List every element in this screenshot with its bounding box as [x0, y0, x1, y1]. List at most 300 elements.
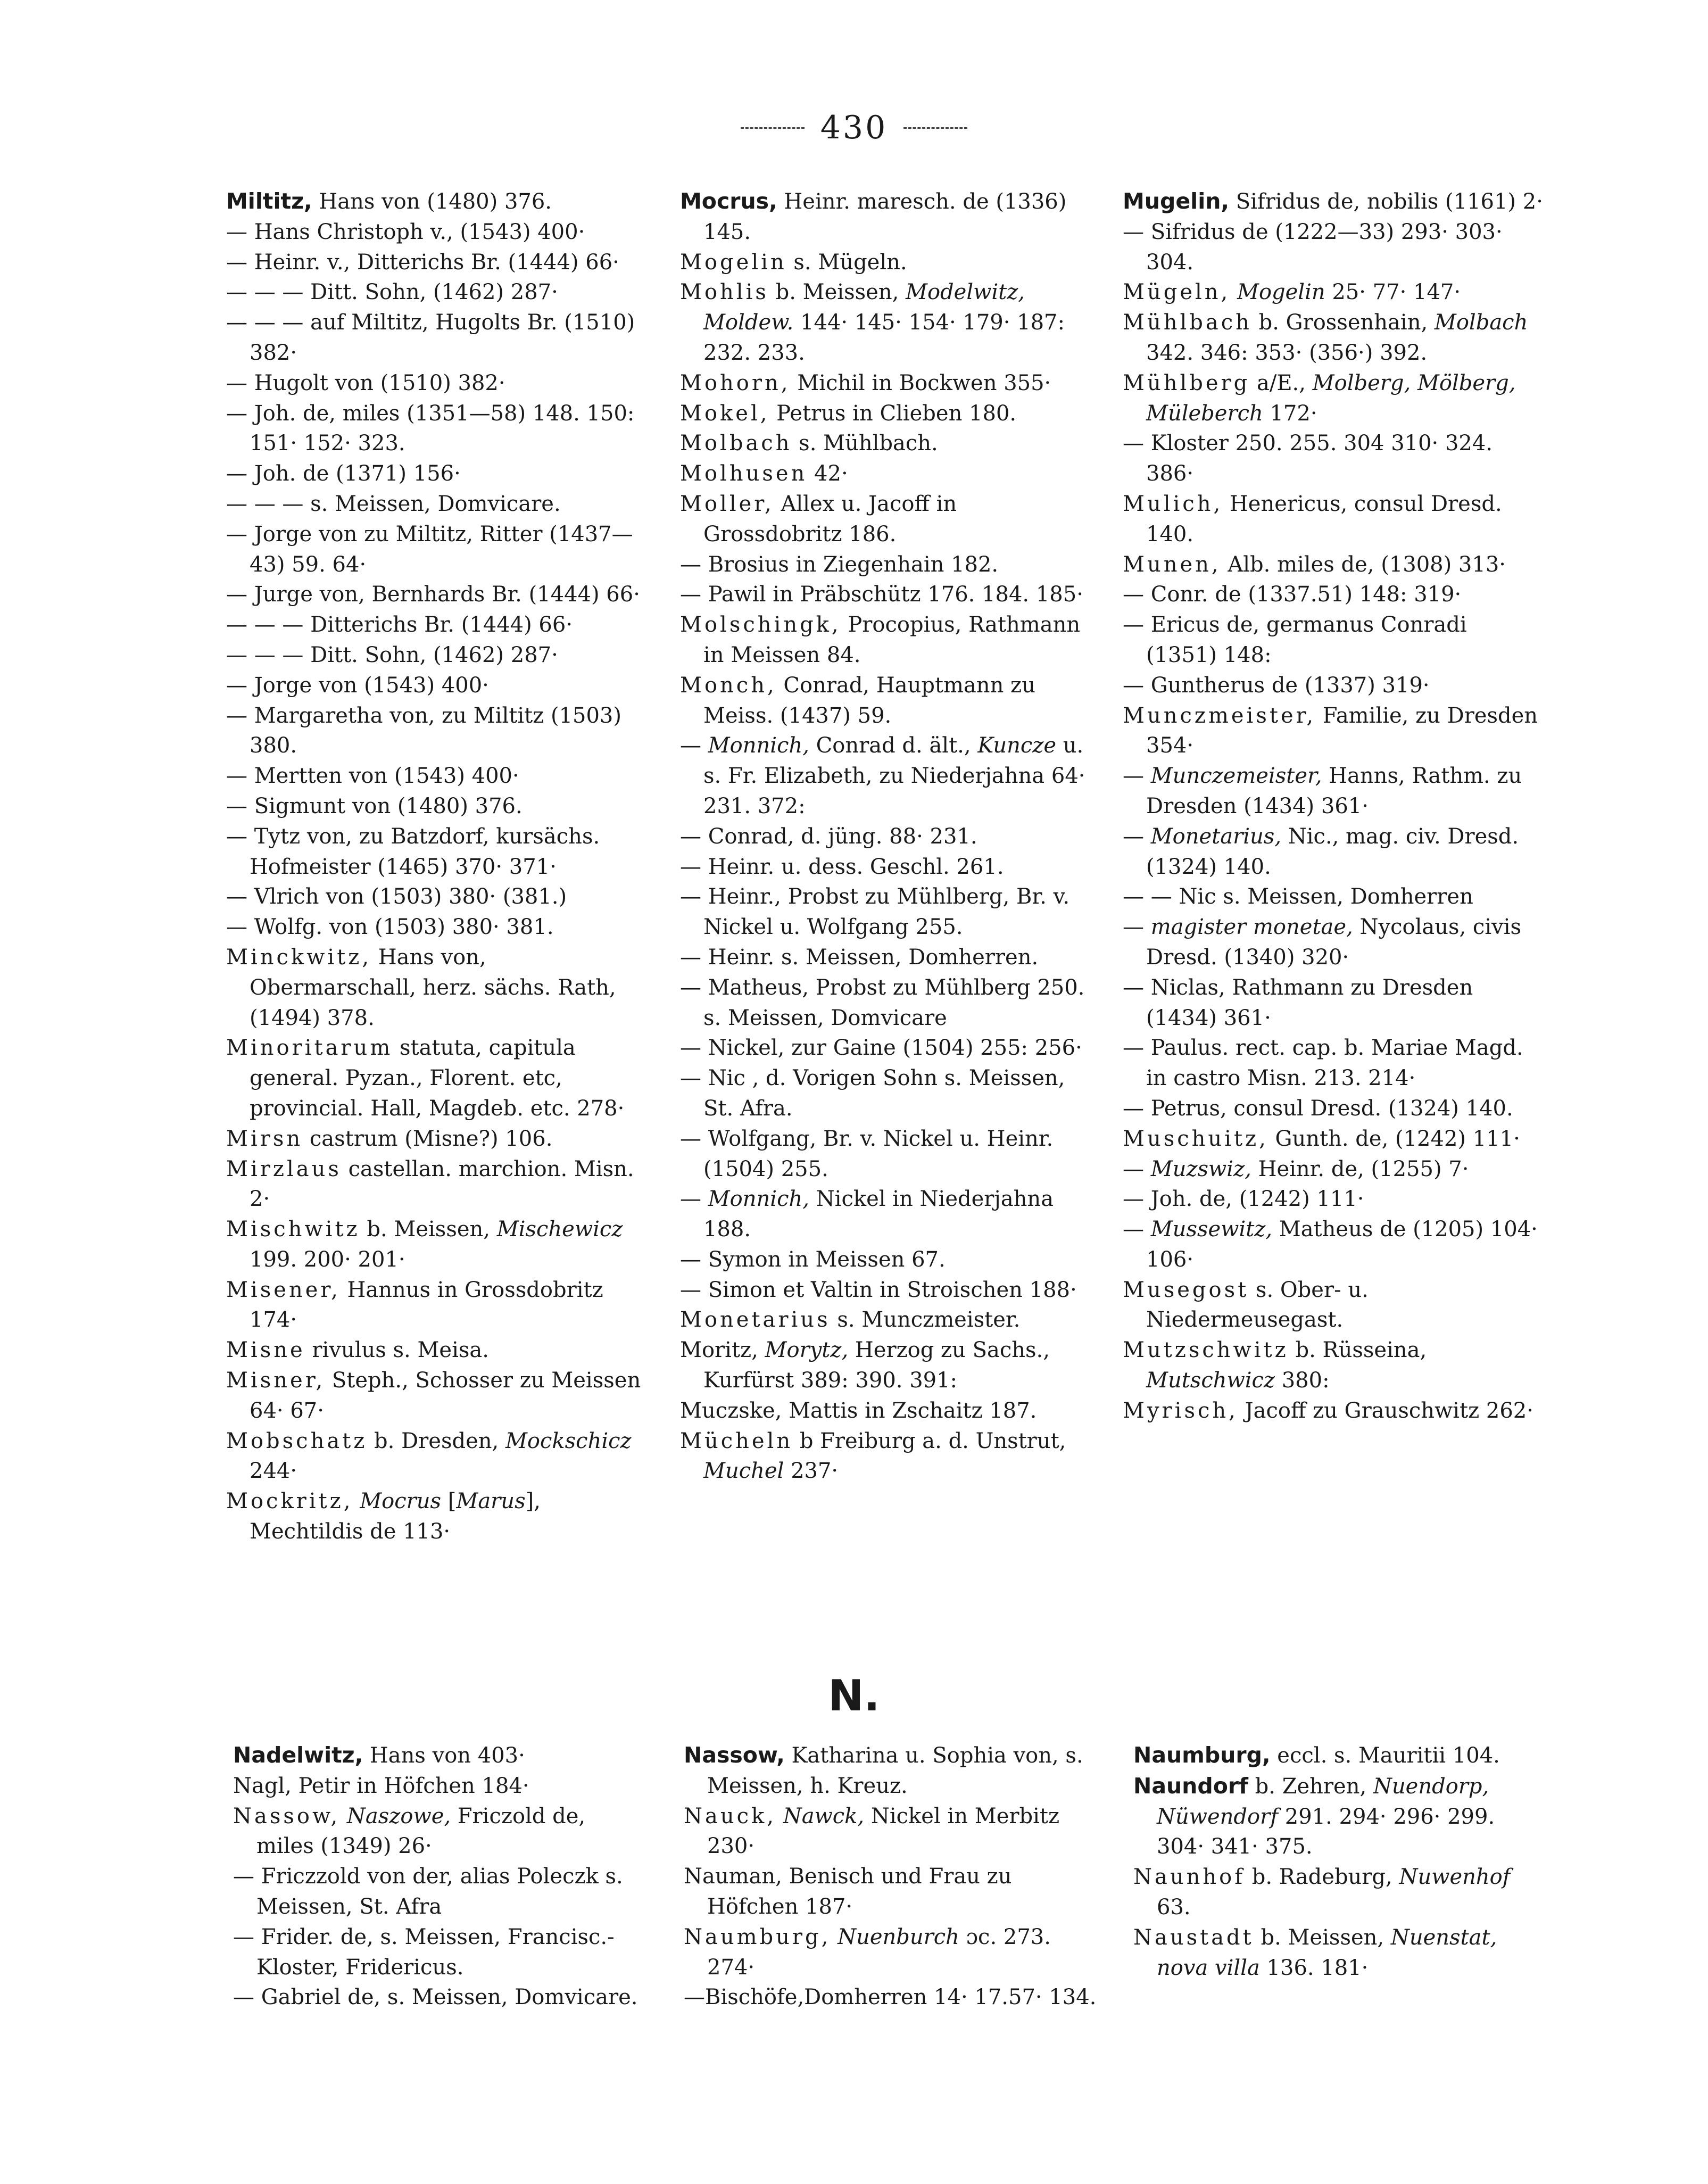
entry-headword: Naumburg,: [684, 1924, 831, 1949]
entry-text: —: [680, 733, 708, 758]
entry-variant-italic: Nawck,: [783, 1804, 865, 1829]
entry-text: 172·: [1263, 401, 1317, 426]
entry-text: Petir in Höfchen 184·: [291, 1773, 529, 1798]
entry-headword: Misener,: [226, 1277, 341, 1302]
entry-text: — Symon in Meissen 67.: [680, 1247, 946, 1272]
index-entry: [226, 671, 646, 701]
entry-headword: Monch,: [680, 673, 777, 698]
entry-text: ], Mechtildis de 113·: [250, 1489, 541, 1544]
entry-text: 244·: [250, 1459, 297, 1484]
entry-headword: Molbach: [680, 431, 792, 456]
index-entry: [226, 1426, 646, 1487]
entry-headword: Nassow,: [233, 1804, 341, 1829]
entry-text: Herzog zu Sachs., Kurfürst 389: 390. 391:: [703, 1338, 1050, 1393]
index-entry: [680, 580, 1095, 610]
entry-variant-italic: Mocrus: [360, 1489, 442, 1514]
entry-text: —Bischöfe,Domherren 14· 17.57· 134.: [684, 1985, 1097, 2010]
entry-text: Hans von 403·: [363, 1743, 525, 1768]
index-entry: [1133, 1923, 1548, 1983]
page-number: 430: [820, 109, 888, 146]
entry-text: rivulus s. Meisa.: [305, 1338, 489, 1363]
entry-text: castrum (Misne?) 106.: [303, 1126, 553, 1151]
index-entry: [1123, 1124, 1543, 1154]
entry-variant-italic: Nuenburch: [838, 1924, 959, 1949]
index-entry: [1123, 1154, 1543, 1185]
entry-text: — Nic , d. Vorigen Sohn s. Meissen, St. Afra.: [680, 1066, 1065, 1121]
entry-text: b. Zehren,: [1248, 1774, 1373, 1799]
entry-text: — Sigmunt von (1480) 376.: [226, 793, 523, 818]
index-entry: [680, 731, 1095, 821]
index-column-4: [233, 1740, 643, 2013]
index-entry: [226, 399, 646, 459]
entry-text: 136. 181·: [1259, 1955, 1369, 1980]
entry-text: eccl. s. Mauritii 104.: [1270, 1743, 1500, 1768]
index-column-6: [1133, 1740, 1548, 1983]
entry-text: — Conr. de (1337.51) 148: 319·: [1123, 582, 1462, 607]
index-entry: [684, 1982, 1099, 2013]
index-entry: [226, 640, 646, 671]
entry-text: b Freiburg a. d. Unstrut,: [793, 1428, 1066, 1453]
index-entry: [1123, 761, 1543, 822]
entry-text: Nickel in Niederjahna 188.: [703, 1187, 1054, 1242]
entry-variant-italic: Nuwenhof: [1399, 1865, 1511, 1890]
index-entry: [680, 610, 1095, 671]
entry-headword: Mirsn: [226, 1126, 303, 1151]
entry-text: — Gabriel de, s. Meissen, Domvicare.: [233, 1985, 638, 2010]
entry-text: Alb. miles de, (1308) 313·: [1221, 552, 1506, 577]
entry-text: Heinr. de, (1255) 7·: [1251, 1156, 1469, 1181]
index-entry: [233, 1862, 643, 1922]
index-entry: [226, 247, 646, 278]
index-entry: [680, 1275, 1095, 1305]
entry-text: — Petrus, consul Dresd. (1324) 140.: [1123, 1096, 1513, 1121]
index-entry: [680, 942, 1095, 973]
index-entry: [680, 1426, 1095, 1487]
entry-text: Hannus in Grossdobritz 174·: [250, 1277, 603, 1333]
entry-headword: Mokel,: [680, 401, 770, 426]
index-entry: [1123, 610, 1543, 671]
index-entry: [226, 1033, 646, 1123]
entry-text: —: [1123, 764, 1151, 789]
entry-headword: Mischwitz: [226, 1217, 360, 1242]
entry-text: — Ericus de, germanus Conradi (1351) 148:: [1123, 613, 1467, 667]
entry-text: — Nickel, zur Gaine (1504) 255: 256·: [680, 1036, 1082, 1061]
entry-text: — Jorge von zu Miltitz, Ritter (1437—43) 59. 64·: [226, 522, 633, 577]
index-entry: [1123, 550, 1543, 580]
entry-text: [: [441, 1489, 457, 1514]
index-entry: [680, 186, 1095, 247]
index-entry: [1123, 973, 1543, 1033]
index-column-5: [684, 1740, 1099, 2013]
index-entry: [226, 308, 646, 368]
index-entry: [226, 489, 646, 519]
index-entry: [680, 399, 1095, 429]
entry-headword: Myrisch,: [1123, 1398, 1238, 1423]
entry-headword: Munen,: [1123, 552, 1221, 577]
entry-text: — Simon et Valtin in Stroischen 188·: [680, 1277, 1077, 1302]
entry-text: — Vlrich von (1503) 380· (381.): [226, 884, 567, 909]
entry-text: 291. 294· 296· 299. 304· 341· 375.: [1157, 1804, 1495, 1859]
entry-headword: Mühlberg: [1123, 370, 1250, 395]
index-entry: [680, 489, 1095, 550]
index-entry: [680, 1033, 1095, 1063]
entry-text: — Tytz von, zu Batzdorf, kursächs. Hofmeister (1465) 370· 371·: [226, 824, 600, 879]
entry-text: Conrad, Hauptmann zu Meiss. (1437) 59.: [703, 673, 1035, 728]
index-entry: [233, 1922, 643, 1983]
entry-text: 42·: [807, 461, 848, 486]
index-entry: [680, 671, 1095, 731]
entry-text: Jacoff zu Grauschwitz 262·: [1238, 1398, 1533, 1423]
entry-text: s. Ober- u. Niedermeusegast.: [1146, 1277, 1369, 1333]
index-entry: [1123, 701, 1543, 762]
index-entry: [1133, 1771, 1548, 1862]
index-entry: [226, 368, 646, 399]
entry-text: — Hugolt von (1510) 382·: [226, 370, 505, 395]
index-entry: [226, 1154, 646, 1215]
index-entry: [680, 550, 1095, 580]
index-entry: [1123, 1184, 1543, 1214]
entry-text: 342. 346: 353· (356·) 392.: [1146, 340, 1428, 365]
entry-variant-italic: Marus: [456, 1489, 526, 1514]
entry-text: Sifridus de, nobilis (1161) 2·: [1229, 189, 1543, 214]
index-entry: [226, 1366, 646, 1426]
index-entry: [1123, 308, 1543, 368]
entry-headword: Minoritarum: [226, 1036, 393, 1061]
entry-headword: Mobschatz: [226, 1428, 368, 1453]
index-entry: [226, 1275, 646, 1336]
index-entry: [1133, 1862, 1548, 1923]
index-entry: [680, 1396, 1095, 1426]
entry-headword: Monetarius: [680, 1308, 831, 1333]
index-entry: [1123, 217, 1543, 278]
index-entry: [226, 701, 646, 762]
entry-text: castellan. marchion. Misn. 2·: [250, 1156, 634, 1212]
entry-headword: Munczmeister,: [1123, 703, 1316, 728]
entry-text: — Joh. de (1371) 156·: [226, 461, 461, 486]
index-entry: [233, 1740, 643, 1771]
entry-variant-italic: Naszowe,: [346, 1804, 451, 1829]
entry-text: — Kloster 250. 255. 304 310· 324. 386·: [1123, 431, 1493, 486]
entry-variant-italic: Mockschicz: [505, 1428, 632, 1453]
index-entry: [1123, 1033, 1543, 1094]
entry-text: — Margaretha von, zu Miltitz (1503) 380.: [226, 703, 621, 758]
index-entry: [233, 1771, 643, 1801]
entry-text: statuta, capitula general. Pyzan., Florent. etc, provincial. Hall, Magdeb. etc. 278·: [250, 1036, 625, 1121]
entry-text: Procopius, Rathmann in Meissen 84.: [703, 613, 1081, 667]
entry-text: [776, 1804, 783, 1829]
entry-headword: Musegost: [1123, 1277, 1249, 1302]
entry-text: —: [1123, 824, 1151, 849]
entry-headword: Misne: [226, 1338, 305, 1363]
entry-text: —: [1123, 1217, 1151, 1242]
entry-variant-italic: Munczemeister,: [1150, 764, 1322, 789]
index-entry: [226, 610, 646, 640]
index-entry: [1123, 822, 1543, 882]
entry-text: Nycolaus, civis Dresd. (1340) 320·: [1146, 915, 1522, 970]
entry-text: Mattis in Zschaitz 187.: [782, 1398, 1037, 1423]
entry-headword: Muczske,: [680, 1398, 782, 1423]
index-entry: [680, 822, 1095, 852]
entry-headword: Naundorf: [1133, 1773, 1248, 1799]
entry-text: 237·: [784, 1459, 839, 1484]
entry-headword: Nauman,: [684, 1864, 782, 1889]
entry-headword: Nauck,: [684, 1804, 776, 1829]
entry-text: Steph., Schosser zu Meissen 64· 67·: [250, 1368, 641, 1423]
entry-variant-italic: Nuenstat, nova villa: [1157, 1925, 1497, 1980]
index-entry: [226, 1335, 646, 1366]
index-entry: [680, 277, 1095, 368]
entry-text: — Joh. de, (1242) 111·: [1123, 1187, 1364, 1212]
index-entry: [226, 761, 646, 791]
entry-headword: Muschuitz,: [1123, 1126, 1268, 1151]
entry-text: — Heinr. s. Meissen, Domherren.: [680, 945, 1039, 970]
entry-text: Matheus de (1205) 104· 106·: [1146, 1217, 1538, 1272]
entry-text: Familie, zu Dresden 354·: [1146, 703, 1538, 758]
index-entry: [1123, 1275, 1543, 1336]
entry-variant-italic: Mischewicz: [496, 1217, 623, 1242]
entry-text: Allex u. Jacoff in Grossdobritz 186.: [703, 491, 957, 547]
index-entry: [226, 942, 646, 1033]
entry-variant-italic: Mussewitz,: [1150, 1217, 1273, 1242]
index-entry: [226, 580, 646, 610]
index-entry: [1123, 882, 1543, 912]
entry-text: — Sifridus de (1222—33) 293· 303· 304.: [1123, 219, 1503, 275]
index-entry: [226, 186, 646, 217]
entry-text: — Heinr. u. dess. Geschl. 261.: [680, 854, 1004, 879]
entry-headword: Minckwitz,: [226, 945, 372, 970]
entry-text: — Brosius in Ziegenhain 182.: [680, 552, 999, 577]
entry-text: — Pawil in Präbschütz 176. 184. 185·: [680, 582, 1083, 607]
entry-text: — Friczzold von der, alias Poleczk s. Meissen, St. Afra: [233, 1864, 623, 1919]
entry-text: Friczold de, miles (1349) 26·: [256, 1804, 586, 1859]
entry-headword: Mirzlaus: [226, 1156, 342, 1181]
index-entry: [680, 1335, 1095, 1396]
entry-text: —: [680, 1187, 708, 1212]
index-entry: [226, 1486, 646, 1547]
entry-text: Katharina u. Sophia von, s. Meissen, h. Kreuz.: [707, 1743, 1083, 1798]
entry-text: — Paulus. rect. cap. b. Mariae Magd. in castro Misn. 213. 214·: [1123, 1036, 1523, 1091]
entry-text: Henericus, consul Dresd. 140.: [1146, 491, 1502, 547]
index-entry: [1123, 1094, 1543, 1124]
entry-headword: Mulich,: [1123, 491, 1223, 516]
entry-text: a/E.,: [1250, 370, 1313, 395]
header-rule-right: [903, 127, 967, 129]
entry-text: — Frider. de, s. Meissen, Francisc.-Kloster, Fridericus.: [233, 1924, 615, 1980]
entry-text: ɔc. 273. 274·: [707, 1924, 1051, 1980]
index-entry: [680, 1063, 1095, 1124]
entry-text: — Jurge von, Bernhards Br. (1444) 66·: [226, 582, 640, 607]
index-column-1: [226, 186, 646, 1547]
index-entry: [680, 852, 1095, 882]
page-header: [0, 109, 1708, 146]
index-entry: [226, 519, 646, 580]
entry-text: — Mertten von (1543) 400·: [226, 764, 519, 789]
entry-text: —: [1123, 915, 1151, 940]
entry-headword: Mockritz,: [226, 1489, 353, 1514]
header-rule-left: [741, 127, 805, 129]
entry-text: Gunth. de, (1242) 111·: [1268, 1126, 1520, 1151]
index-entry: [680, 459, 1095, 489]
entry-variant-italic: Muchel: [703, 1459, 784, 1484]
entry-headword: Mohorn,: [680, 370, 791, 395]
index-column-2: [680, 186, 1095, 1486]
index-entry: [226, 277, 646, 308]
index-entry: [684, 1740, 1099, 1801]
index-entry: [1133, 1740, 1548, 1771]
index-entry: [226, 1124, 646, 1154]
index-entry: [680, 1124, 1095, 1185]
entry-headword: Miltitz,: [226, 188, 312, 214]
entry-text: 144· 145· 154· 179· 187: 232. 233.: [703, 310, 1065, 365]
entry-text: — Wolfg. von (1503) 380· 381.: [226, 915, 554, 940]
index-entry: [684, 1801, 1099, 1862]
index-entry: [1123, 489, 1543, 550]
entry-headword: Mogelin: [680, 250, 787, 275]
index-entry: [1123, 1214, 1543, 1275]
index-entry: [680, 1184, 1095, 1245]
index-entry: [680, 882, 1095, 942]
entry-text: Hans von, Obermarschall, herz. sächs. Rath, (1494) 378.: [250, 945, 616, 1030]
entry-text: — Wolfgang, Br. v. Nickel u. Heinr. (1504) 255.: [680, 1126, 1054, 1181]
index-entry: [226, 217, 646, 247]
entry-variant-italic: Kuncze: [977, 733, 1056, 758]
entry-text: b. Meissen,: [360, 1217, 497, 1242]
index-entry: [226, 459, 646, 489]
entry-text: — Hans Christoph v., (1543) 400·: [226, 219, 585, 244]
index-entry: [226, 882, 646, 912]
entry-variant-italic: Monetarius,: [1150, 824, 1282, 849]
entry-text: 199. 200· 201·: [250, 1247, 405, 1272]
entry-text: — Heinr. v., Ditterichs Br. (1444) 66·: [226, 250, 619, 275]
entry-variant-italic: magister monetae,: [1150, 915, 1353, 940]
entry-variant-italic: Nuendorp, Nüwendorf: [1157, 1774, 1489, 1829]
entry-variant-italic: Mutschwicz: [1146, 1368, 1275, 1393]
entry-text: Hans von (1480) 376.: [312, 189, 552, 214]
entry-variant-italic: Mogelin: [1237, 280, 1325, 305]
entry-headword: Naunhof: [1133, 1865, 1246, 1890]
index-entry: [1123, 580, 1543, 610]
entry-text: b. Meissen,: [768, 280, 906, 305]
entry-text: b. Radeburg,: [1245, 1865, 1399, 1890]
index-entry: [680, 428, 1095, 459]
entry-headword: Nadelwitz,: [233, 1742, 363, 1768]
entry-text: — — — auf Miltitz, Hugolts Br. (1510) 382·: [226, 310, 635, 365]
entry-headword: Mühlbach: [1123, 310, 1252, 335]
entry-headword: Molhusen: [680, 461, 808, 486]
index-entry: [1123, 912, 1543, 973]
entry-headword: Molschingk,: [680, 613, 841, 638]
index-entry: [226, 1214, 646, 1275]
entry-text: s. Mügeln.: [786, 250, 907, 275]
index-entry: [684, 1862, 1099, 1922]
entry-headword: Mocrus,: [680, 188, 777, 214]
entry-text: — — — Ditt. Sohn, (1462) 287·: [226, 642, 558, 667]
entry-text: s. Mühlbach.: [792, 431, 938, 456]
entry-text: 380:: [1275, 1368, 1330, 1393]
index-entry: [1123, 277, 1543, 308]
entry-variant-italic: Monnich,: [708, 1187, 809, 1212]
entry-variant-italic: Muzswiz,: [1150, 1156, 1251, 1181]
entry-headword: Naustadt: [1133, 1925, 1254, 1950]
entry-text: — Guntherus de (1337) 319·: [1123, 673, 1430, 698]
entry-headword: Misner,: [226, 1368, 326, 1393]
entry-variant-italic: Molbach: [1434, 310, 1528, 335]
entry-text: 63.: [1157, 1895, 1191, 1920]
entry-variant-italic: Molberg, Mölberg, Müleberch: [1146, 370, 1516, 426]
index-entry: [680, 973, 1095, 1033]
entry-text: u. s. Fr. Elizabeth, zu Niederjahna 64· 231. 372:: [703, 733, 1085, 818]
entry-text: — Niclas, Rathmann zu Dresden (1434) 361·: [1123, 975, 1473, 1030]
entry-text: Benisch und Frau zu Höfchen 187·: [707, 1864, 1012, 1919]
entry-text: [1230, 280, 1237, 304]
entry-text: Petrus in Clieben 180.: [769, 401, 1017, 426]
index-entry: [1123, 368, 1543, 429]
entry-text: 25· 77· 147·: [1325, 280, 1461, 305]
index-entry: [233, 1801, 643, 1862]
index-entry: [1123, 671, 1543, 701]
entry-text: b. Meissen,: [1254, 1925, 1391, 1950]
index-entry: [680, 368, 1095, 399]
entry-text: Hanns, Rathm. zu Dresden (1434) 361·: [1146, 764, 1522, 818]
entry-headword: Mügeln,: [1123, 280, 1231, 305]
index-entry: [233, 1982, 643, 2013]
entry-text: [353, 1489, 360, 1513]
entry-variant-italic: Modelwitz, Moldew.: [703, 280, 1025, 335]
index-entry: [1123, 428, 1543, 489]
entry-headword: Mohlis: [680, 280, 769, 305]
index-entry: [1123, 1396, 1543, 1426]
entry-text: — Joh. de, miles (1351—58) 148. 150: 151· 152· 323.: [226, 401, 635, 456]
entry-text: Conrad d. ält.,: [809, 733, 978, 758]
entry-text: — — — s. Meissen, Domvicare.: [226, 491, 561, 516]
entry-headword: Moritz,: [680, 1338, 758, 1363]
entry-text: s. Munczmeister.: [830, 1308, 1021, 1333]
index-column-3: [1123, 186, 1543, 1426]
index-entry: [680, 247, 1095, 278]
entry-headword: Nassow,: [684, 1742, 785, 1768]
entry-text: — — — Ditterichs Br. (1444) 66·: [226, 613, 573, 638]
entry-text: — Heinr., Probst zu Mühlberg, Br. v. Nickel u. Wolfgang 255.: [680, 884, 1070, 940]
section-heading: N.: [828, 1671, 880, 1720]
entry-text: — Jorge von (1543) 400·: [226, 673, 489, 698]
entry-text: [340, 1804, 347, 1829]
entry-variant-italic: Monnich,: [708, 733, 809, 758]
entry-headword: Naumburg,: [1133, 1742, 1271, 1768]
entry-text: b. Rüsseina,: [1288, 1338, 1427, 1363]
entry-text: Nic., mag. civ. Dresd. (1324) 140.: [1146, 824, 1519, 879]
entry-text: Heinr. maresch. de (1336) 145.: [703, 189, 1067, 244]
entry-text: b. Grossenhain,: [1251, 310, 1435, 335]
entry-text: [758, 1338, 765, 1362]
index-entry: [226, 791, 646, 822]
entry-text: —: [1123, 1156, 1151, 1181]
entry-text: Michil in Bockwen 355·: [790, 370, 1051, 395]
entry-headword: Nagl,: [233, 1773, 292, 1798]
entry-headword: Moller,: [680, 491, 774, 516]
entry-text: Nickel in Merbitz 230·: [707, 1804, 1060, 1859]
entry-variant-italic: Morytz,: [765, 1338, 849, 1363]
index-entry: [1123, 1335, 1543, 1396]
index-entry: [1123, 186, 1543, 217]
entry-headword: Mücheln: [680, 1428, 793, 1453]
index-entry: [226, 912, 646, 942]
entry-text: — Matheus, Probst zu Mühlberg 250. s. Meissen, Domvicare: [680, 975, 1085, 1030]
entry-text: — Conrad, d. jüng. 88· 231.: [680, 824, 977, 849]
entry-text: — — — Ditt. Sohn, (1462) 287·: [226, 280, 558, 305]
entry-headword: Mutzschwitz: [1123, 1338, 1289, 1363]
entry-text: b. Dresden,: [367, 1428, 505, 1453]
index-entry: [680, 1305, 1095, 1335]
